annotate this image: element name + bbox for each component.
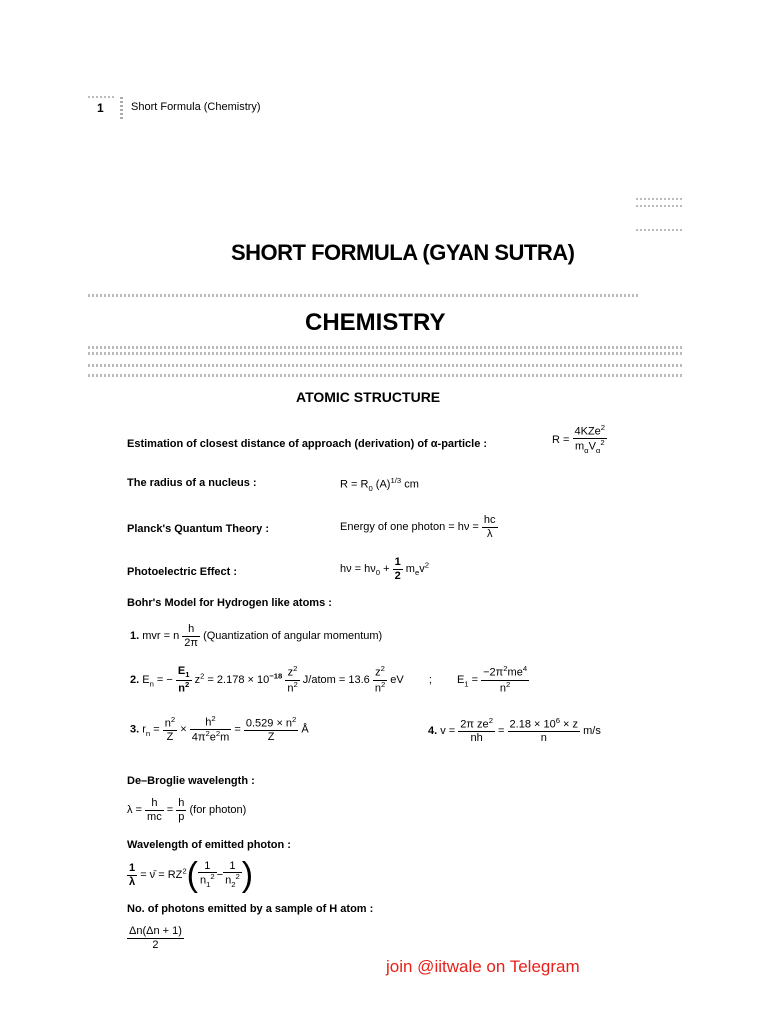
planck-label: Planck's Quantum Theory : <box>127 523 269 535</box>
section-heading: ATOMIC STRUCTURE <box>296 389 441 405</box>
page-number: 1 <box>97 101 104 115</box>
subject-rule <box>88 364 684 367</box>
closest-approach-label: Estimation of closest distance of approach (derivation) of α-particle : <box>127 438 488 450</box>
subject-rule <box>88 346 684 349</box>
wavelength-label: Wavelength of emitted photon : <box>127 839 291 851</box>
subject-title: CHEMISTRY <box>305 309 446 336</box>
header-divider <box>120 97 123 121</box>
bohr-item-3: 3. $r_n$ = $\frac{n^2}{Z}$ × $\frac{h^2}{4\pi^2e^2m}$ = $\frac{0.529 \times n^2}{Z}$ Å <box>130 714 309 744</box>
bohr-item-1: 1. mvr = n $\frac{h}{2\pi}$ (Quantization of angular momentum) <box>130 623 383 649</box>
photoelectric-formula: $h\nu = h\nu_0$ + $\frac{1}{2}$ $m_ev^2$ <box>340 556 430 582</box>
decor-rule <box>636 198 684 200</box>
wavelength-formula: $\frac{1}{\lambda}$ = ν̄ = $RZ^2$( $\frac{1}{n_1^2}$ − $\frac{1}{n_2^2}$ ) <box>129 856 254 894</box>
radius-label: The radius of a nucleus : <box>127 477 257 489</box>
running-title: Short Formula (Chemistry) <box>131 101 261 113</box>
subject-rule <box>88 374 684 377</box>
debroglie-label: De–Broglie wavelength : <box>127 775 255 787</box>
debroglie-formula: λ = $\frac{h}{mc}$ = $\frac{h}{p}$ (for photon) <box>127 797 247 823</box>
telegram-link[interactable]: join @iitwale on Telegram <box>386 957 580 976</box>
bohr-item-2: 2. $E_n$ = − $\frac{E_1}{n^2}$ $z^2 = 2.178 \times 10^{-18}$ $\frac{z^2}{n^2}$ J/atom = 13.6 $\frac{z^2}{n^2}$ eV ; $E_1$ = $\frac{-2\pi^2me^4}{n^2}$ <box>130 664 528 695</box>
photoelectric-label: Photoelectric Effect : <box>127 566 238 578</box>
decor-rule <box>636 205 684 207</box>
header-rule <box>88 96 114 98</box>
photons-formula: $\frac{\Delta n(\Delta n + 1)}{2}$ <box>129 925 182 951</box>
page-title: SHORT FORMULA (GYAN SUTRA) <box>231 240 575 265</box>
closest-approach-formula: R = $\frac{4KZe^2}{m_\alpha V_\alpha^2}$ <box>552 423 606 456</box>
bohr-label: Bohr's Model for Hydrogen like atoms : <box>127 597 332 609</box>
planck-formula: Energy of one photon = hν = $\frac{hc}{\lambda}$ <box>340 514 496 540</box>
radius-formula: $R = R_0$ $(A)^{1/3}$ cm <box>340 476 419 493</box>
subject-rule <box>88 352 684 355</box>
bohr-item-4: 4. v = $\frac{2\pi ze^2}{nh}$ = $\frac{2.18 \times 10^6 \times z}{n}$ m/s <box>428 716 601 745</box>
photons-label: No. of photons emitted by a sample of H atom : <box>127 903 374 915</box>
decor-rule <box>636 229 684 231</box>
title-rule <box>88 294 640 297</box>
